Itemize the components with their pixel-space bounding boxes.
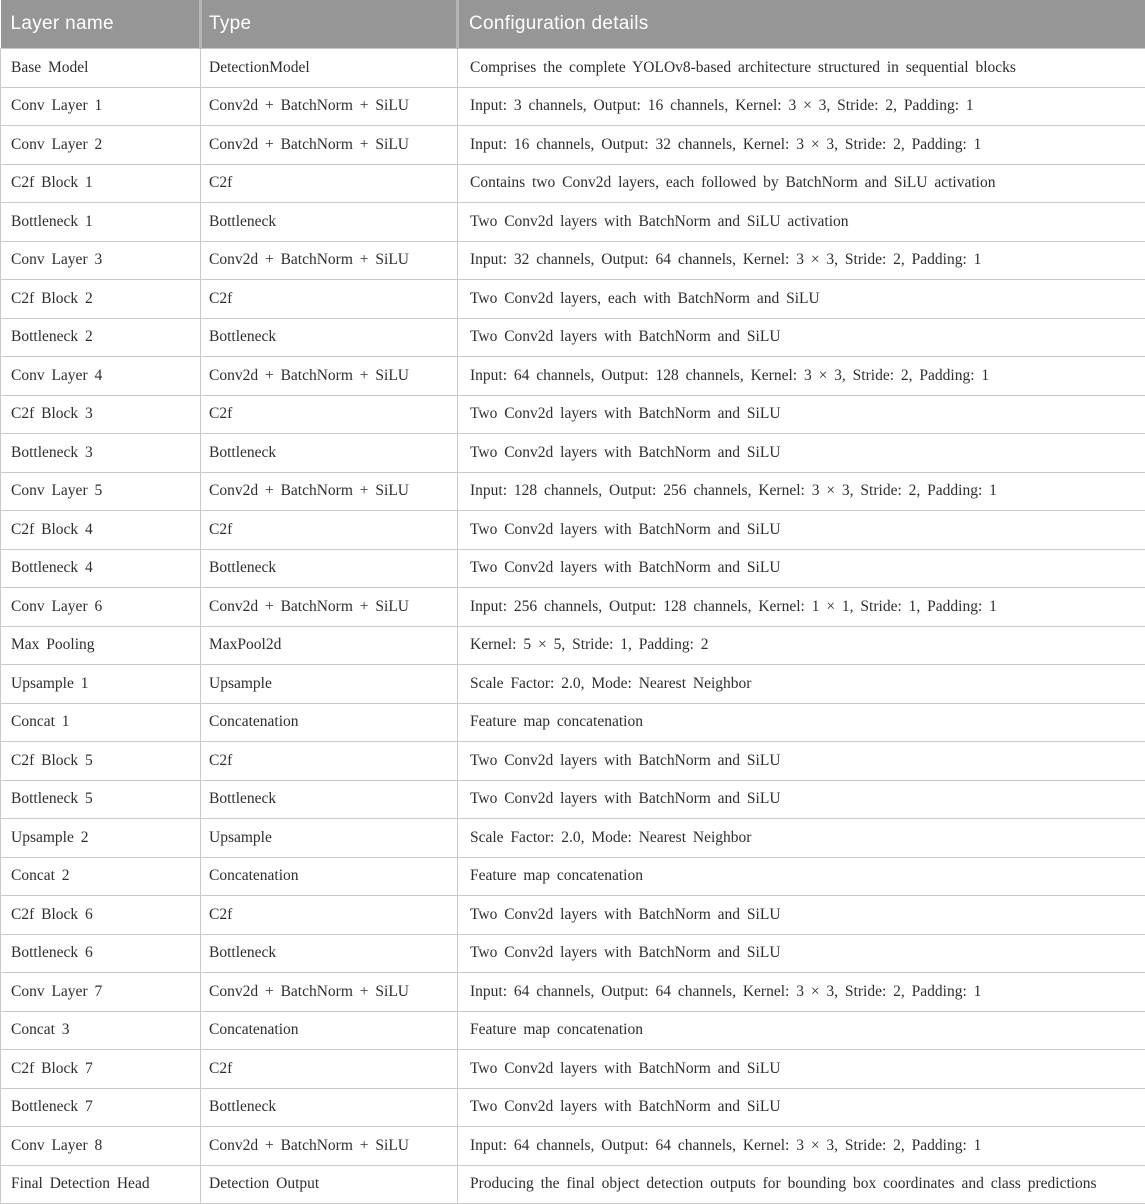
table-row [1, 357, 1145, 396]
layer-name-cell: Bottleneck 4 [1, 549, 201, 588]
type-cell: Concatenation [201, 703, 458, 742]
type-cell: C2f [201, 1050, 458, 1089]
layer-name-cell: Upsample 1 [1, 665, 201, 704]
configuration-details-cell: Two Conv2d layers with BatchNorm and SiLU [458, 934, 1145, 973]
type-cell: Conv2d + BatchNorm + SiLU [201, 126, 458, 165]
type-cell: C2f [201, 742, 458, 781]
table-row [1, 549, 1145, 588]
layer-name-cell: Conv Layer 4 [1, 357, 201, 396]
type-cell: Bottleneck [201, 780, 458, 819]
header-row [1, 0, 1145, 49]
column-header-type: Type [201, 0, 458, 49]
type-cell: Bottleneck [201, 1088, 458, 1127]
type-cell: Upsample [201, 819, 458, 858]
configuration-details-cell: Input: 128 channels, Output: 256 channels, Kernel: 3 × 3, Stride: 2, Padding: 1 [458, 472, 1145, 511]
type-cell: C2f [201, 395, 458, 434]
configuration-details-cell: Input: 3 channels, Output: 16 channels, Kernel: 3 × 3, Stride: 2, Padding: 1 [458, 87, 1145, 126]
layer-name-cell: C2f Block 6 [1, 896, 201, 935]
table-row [1, 626, 1145, 665]
layer-name-cell: Bottleneck 5 [1, 780, 201, 819]
table-header [1, 0, 1145, 49]
type-cell: C2f [201, 896, 458, 935]
configuration-details-cell: Two Conv2d layers with BatchNorm and SiLU [458, 896, 1145, 935]
configuration-details-cell: Input: 256 channels, Output: 128 channels, Kernel: 1 × 1, Stride: 1, Padding: 1 [458, 588, 1145, 627]
type-cell: Detection Output [201, 1165, 458, 1204]
type-cell: DetectionModel [201, 49, 458, 88]
type-cell: C2f [201, 511, 458, 550]
table-row [1, 1165, 1145, 1204]
layer-name-cell: C2f Block 7 [1, 1050, 201, 1089]
table-row [1, 1011, 1145, 1050]
table-row [1, 819, 1145, 858]
layer-name-cell: Conv Layer 2 [1, 126, 201, 165]
type-cell: Conv2d + BatchNorm + SiLU [201, 241, 458, 280]
type-cell: Bottleneck [201, 934, 458, 973]
table-row [1, 780, 1145, 819]
table-row [1, 511, 1145, 550]
layer-name-cell: Conv Layer 6 [1, 588, 201, 627]
configuration-details-cell: Producing the final object detection outputs for bounding box coordinates and class predictions [458, 1165, 1145, 1204]
configuration-details-cell: Two Conv2d layers with BatchNorm and SiLU [458, 434, 1145, 473]
type-cell: Conv2d + BatchNorm + SiLU [201, 472, 458, 511]
table-row [1, 1127, 1145, 1166]
layer-name-cell: Conv Layer 8 [1, 1127, 201, 1166]
configuration-details-cell: Two Conv2d layers with BatchNorm and SiLU [458, 780, 1145, 819]
table-row [1, 1088, 1145, 1127]
column-header-layer-name: Layer name [1, 0, 201, 49]
layer-name-cell: Base Model [1, 49, 201, 88]
layer-name-cell: C2f Block 4 [1, 511, 201, 550]
layer-name-cell: Concat 1 [1, 703, 201, 742]
layer-name-cell: Conv Layer 1 [1, 87, 201, 126]
layer-name-cell: Upsample 2 [1, 819, 201, 858]
configuration-details-cell: Two Conv2d layers, each with BatchNorm and SiLU [458, 280, 1145, 319]
layer-name-cell: Bottleneck 2 [1, 318, 201, 357]
configuration-details-cell: Two Conv2d layers with BatchNorm and SiLU [458, 511, 1145, 550]
layer-name-cell: Bottleneck 7 [1, 1088, 201, 1127]
table-body [1, 49, 1145, 1204]
layer-name-cell: C2f Block 5 [1, 742, 201, 781]
configuration-details-cell: Feature map concatenation [458, 703, 1145, 742]
layer-name-cell: Bottleneck 1 [1, 203, 201, 242]
configuration-details-cell: Scale Factor: 2.0, Mode: Nearest Neighbor [458, 665, 1145, 704]
table-row [1, 203, 1145, 242]
type-cell: MaxPool2d [201, 626, 458, 665]
table-row [1, 395, 1145, 434]
table-row [1, 857, 1145, 896]
configuration-details-cell: Input: 32 channels, Output: 64 channels, Kernel: 3 × 3, Stride: 2, Padding: 1 [458, 241, 1145, 280]
configuration-details-cell: Two Conv2d layers with BatchNorm and SiLU [458, 742, 1145, 781]
configuration-details-cell: Comprises the complete YOLOv8-based architecture structured in sequential blocks [458, 49, 1145, 88]
configuration-details-cell: Input: 16 channels, Output: 32 channels, Kernel: 3 × 3, Stride: 2, Padding: 1 [458, 126, 1145, 165]
layer-name-cell: Bottleneck 3 [1, 434, 201, 473]
type-cell: Conv2d + BatchNorm + SiLU [201, 1127, 458, 1166]
type-cell: C2f [201, 280, 458, 319]
type-cell: Conv2d + BatchNorm + SiLU [201, 973, 458, 1012]
type-cell: Conv2d + BatchNorm + SiLU [201, 588, 458, 627]
configuration-details-cell: Two Conv2d layers with BatchNorm and SiLU [458, 395, 1145, 434]
column-header-configuration-details: Configuration details [458, 0, 1145, 49]
layer-name-cell: Max Pooling [1, 626, 201, 665]
configuration-details-cell: Input: 64 channels, Output: 128 channels, Kernel: 3 × 3, Stride: 2, Padding: 1 [458, 357, 1145, 396]
table-row [1, 665, 1145, 704]
layer-name-cell: Final Detection Head [1, 1165, 201, 1204]
type-cell: Concatenation [201, 857, 458, 896]
type-cell: Bottleneck [201, 434, 458, 473]
type-cell: Upsample [201, 665, 458, 704]
configuration-details-cell: Input: 64 channels, Output: 64 channels, Kernel: 3 × 3, Stride: 2, Padding: 1 [458, 973, 1145, 1012]
layer-name-cell: Bottleneck 6 [1, 934, 201, 973]
layer-name-cell: Conv Layer 3 [1, 241, 201, 280]
table-row [1, 434, 1145, 473]
layer-name-cell: C2f Block 1 [1, 164, 201, 203]
table-row [1, 934, 1145, 973]
configuration-details-cell: Input: 64 channels, Output: 64 channels, Kernel: 3 × 3, Stride: 2, Padding: 1 [458, 1127, 1145, 1166]
type-cell: Bottleneck [201, 318, 458, 357]
type-cell: Conv2d + BatchNorm + SiLU [201, 357, 458, 396]
layer-name-cell: C2f Block 3 [1, 395, 201, 434]
configuration-details-cell: Two Conv2d layers with BatchNorm and SiLU [458, 549, 1145, 588]
table-row [1, 49, 1145, 88]
type-cell: Bottleneck [201, 549, 458, 588]
configuration-details-cell: Feature map concatenation [458, 857, 1145, 896]
type-cell: Concatenation [201, 1011, 458, 1050]
type-cell: Bottleneck [201, 203, 458, 242]
table-row [1, 973, 1145, 1012]
table-row [1, 318, 1145, 357]
table-row [1, 1050, 1145, 1089]
table-row [1, 241, 1145, 280]
type-cell: Conv2d + BatchNorm + SiLU [201, 87, 458, 126]
configuration-details-cell: Two Conv2d layers with BatchNorm and SiLU [458, 1050, 1145, 1089]
configuration-details-cell: Feature map concatenation [458, 1011, 1145, 1050]
table-row [1, 703, 1145, 742]
table-row [1, 896, 1145, 935]
table-row [1, 742, 1145, 781]
configuration-details-cell: Two Conv2d layers with BatchNorm and SiLU [458, 318, 1145, 357]
layer-name-cell: C2f Block 2 [1, 280, 201, 319]
layer-name-cell: Conv Layer 7 [1, 973, 201, 1012]
configuration-details-cell: Kernel: 5 × 5, Stride: 1, Padding: 2 [458, 626, 1145, 665]
type-cell: C2f [201, 164, 458, 203]
layer-name-cell: Concat 3 [1, 1011, 201, 1050]
table-row [1, 87, 1145, 126]
table-row [1, 588, 1145, 627]
table-row [1, 126, 1145, 165]
table-row [1, 164, 1145, 203]
table-row [1, 472, 1145, 511]
configuration-details-cell: Contains two Conv2d layers, each followed by BatchNorm and SiLU activation [458, 164, 1145, 203]
configuration-details-cell: Two Conv2d layers with BatchNorm and SiLU [458, 1088, 1145, 1127]
layer-name-cell: Conv Layer 5 [1, 472, 201, 511]
configuration-details-cell: Scale Factor: 2.0, Mode: Nearest Neighbor [458, 819, 1145, 858]
table-row [1, 280, 1145, 319]
configuration-details-cell: Two Conv2d layers with BatchNorm and SiLU activation [458, 203, 1145, 242]
layer-name-cell: Concat 2 [1, 857, 201, 896]
